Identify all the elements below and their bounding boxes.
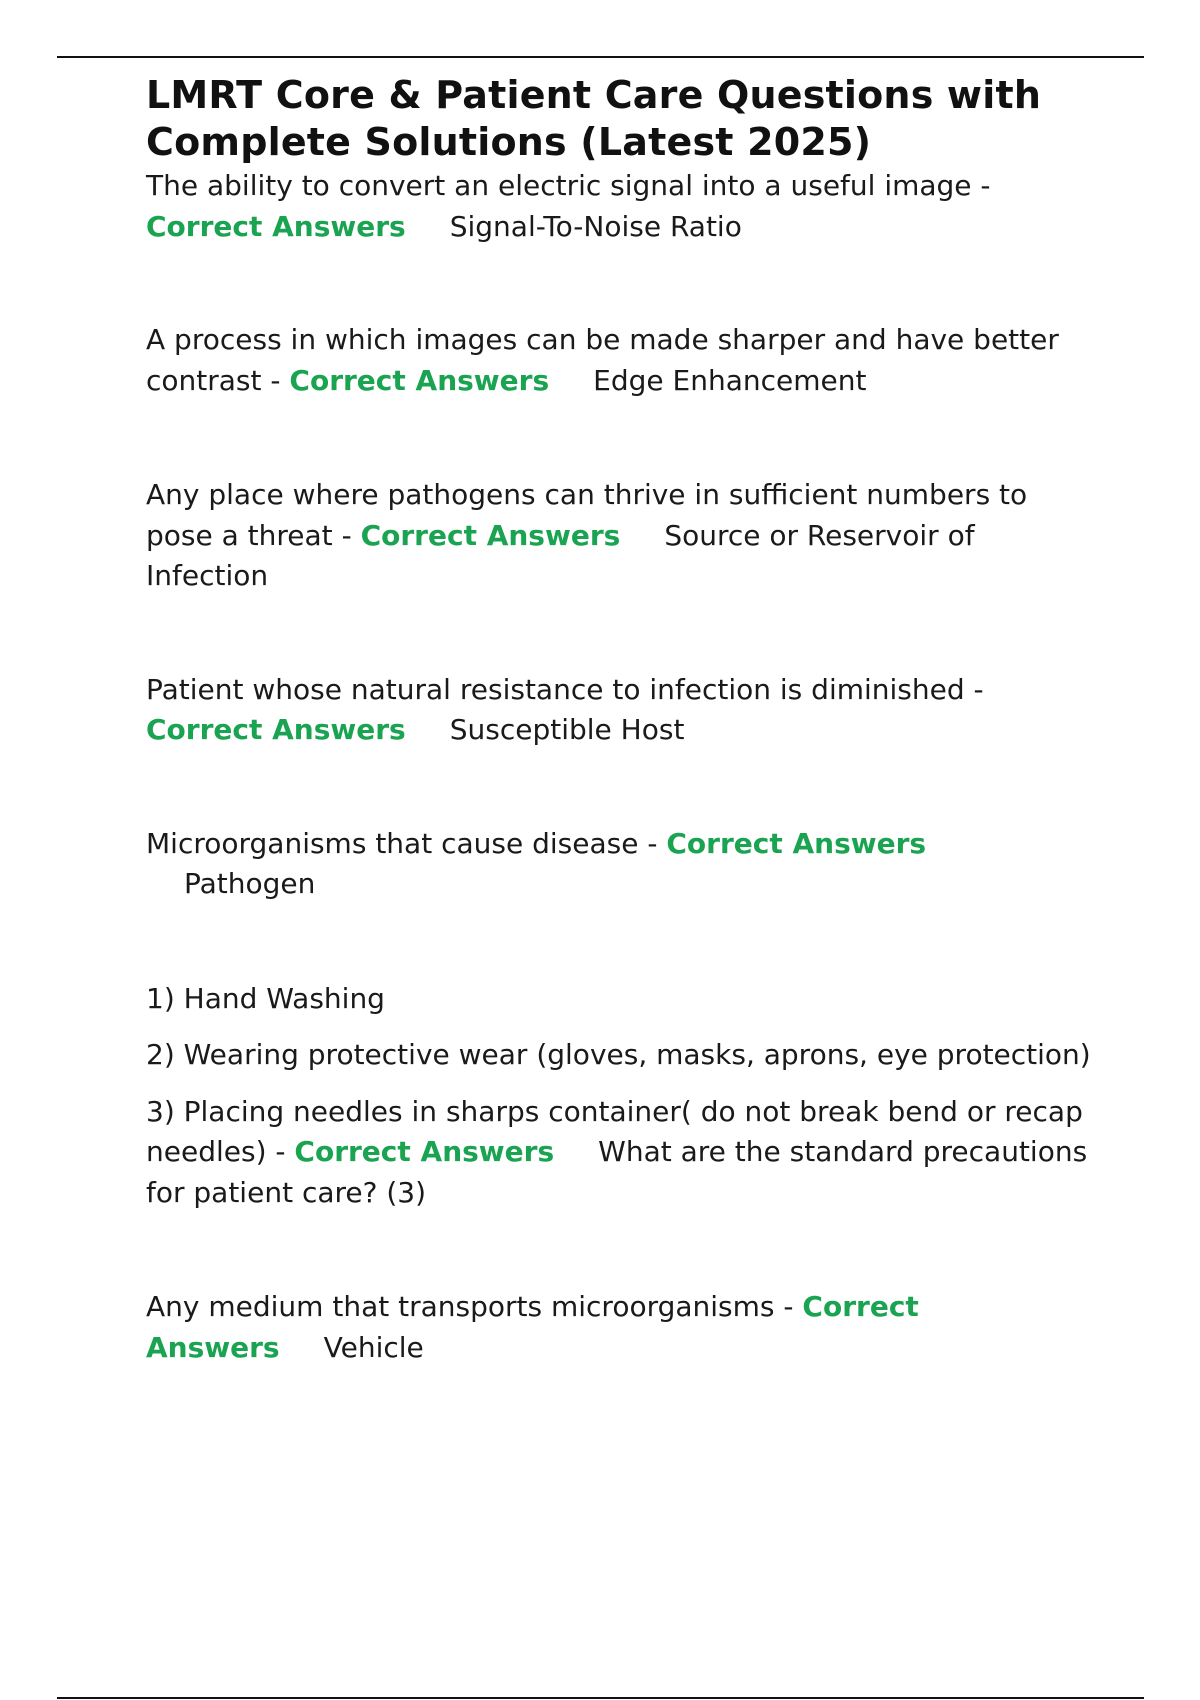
top-rule [57, 56, 1144, 58]
document-body [146, 72, 1091, 1368]
answer-text: What are the standard precautions for patient care? (3) [146, 1135, 1088, 1209]
question-text: The ability to convert an electric signal into a useful image - [146, 169, 991, 202]
document-title: LMRT Core & Patient Care Questions with Complete Solutions (Latest 2025) [146, 73, 1042, 164]
qa-item-3 [146, 475, 1091, 597]
question-text: Patient whose natural resistance to infection is diminished - [146, 672, 984, 706]
correct-answers-label: Correct Answers [289, 363, 550, 397]
correct-answers-label: Correct Answers [294, 1135, 555, 1168]
question-text: Any medium that transports microorganisms - [146, 1290, 794, 1323]
answer-text: Signal-To-Noise Ratio [449, 209, 742, 243]
question-text: Microorganisms that cause disease - [146, 826, 658, 860]
correct-answers-label: Correct Answers [146, 1290, 919, 1364]
qa-item-2 [146, 320, 1091, 401]
bottom-rule [57, 1697, 1144, 1699]
correct-answers-label: Correct Answers [666, 826, 927, 860]
answer-text: Edge Enhancement [593, 363, 867, 397]
list-item: 2) Wearing protective wear (gloves, masks, aprons, eye protection) [146, 1038, 1091, 1071]
question-text: A process in which images can be made sharper and have better contrast - [146, 323, 1059, 397]
question-text: 3) Placing needles in sharps container( do not break bend or recap needles) - [146, 1094, 1083, 1168]
qa-item-4 [146, 670, 1091, 751]
answer-text: Vehicle [323, 1330, 424, 1364]
qa-item-5 [146, 824, 1091, 905]
list-item [146, 1092, 1091, 1214]
answer-text: Source or Reservoir of Infection [146, 518, 975, 592]
answer-text: Pathogen [184, 867, 316, 900]
list-item: 1) Hand Washing [146, 981, 385, 1015]
qa-item-1 [146, 166, 1091, 247]
correct-answers-label: Correct Answers [360, 518, 621, 552]
qa-item-7 [146, 1287, 1091, 1368]
answer-text: Susceptible Host [449, 713, 685, 746]
correct-answers-label: Correct Answers [146, 713, 406, 746]
correct-answers-label: Correct Answers [146, 209, 406, 243]
question-text: Any place where pathogens can thrive in sufficient numbers to pose a threat - [146, 478, 1028, 552]
qa-item-6 [146, 979, 1091, 1214]
